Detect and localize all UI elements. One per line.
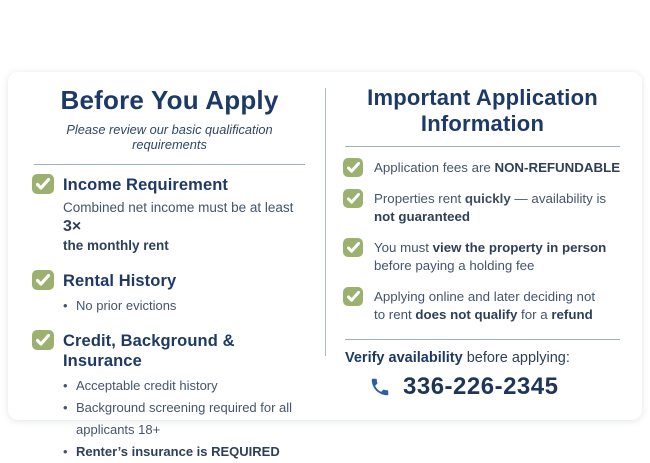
phone-row [369,373,622,401]
credit-bullets [63,375,307,463]
bullet-item: • Background screening required for all applicants 18+ [63,397,307,441]
bullet-item: • Renter’s insurance is REQUIRED [63,441,307,463]
before-you-apply-section [8,72,325,459]
right-title: Important Application Information [367,85,598,136]
fees-item [343,158,622,178]
checkmark-icon [343,158,363,177]
important-application-info-section [325,72,642,420]
right-divider-bottom [345,339,620,340]
phone-number: 336-226-2345 [403,372,559,400]
application-info-card [8,72,642,459]
left-subtitle: Please review our basic qualification requirements [66,122,273,152]
bullet-item: • Acceptable credit history [63,375,307,397]
item-text: Properties rent quickly — availability is not guaranteed [374,190,607,224]
phone-icon [369,376,391,398]
item-heading: Credit, Background & Insurance [63,332,235,370]
view-property-item [343,238,622,276]
left-title: Before You Apply [60,85,279,115]
item-heading: Rental History [63,272,177,290]
refund-item [343,287,622,325]
right-divider-top [345,146,620,147]
bullet-item: • No prior evictions [63,295,307,317]
item-body-line: Combined net income must be at least 3× [63,200,294,235]
credit-background-insurance-item [32,330,307,371]
rental-history-bullets [63,295,307,317]
item-heading: Income Requirement [63,176,229,194]
verify-availability-text: Verify availability before applying: [345,349,570,366]
item-body-line: the monthly rent [63,238,169,253]
item-text: Applying online and later deciding not to rent does not qualify for a refund [374,288,596,322]
checkmark-icon [32,270,54,290]
availability-item [343,189,622,227]
checkmark-icon [32,174,54,194]
income-requirement-item [32,174,307,195]
checkmark-icon [32,330,54,350]
checkmark-icon [343,287,363,306]
item-text: You must view the property in person before paying a holding fee [374,239,607,273]
item-text: Application fees are NON-REFUNDABLE [374,160,621,175]
checkmark-icon [343,189,363,208]
column-divider [325,88,326,356]
checkmark-icon [343,238,363,257]
rental-history-item [32,270,307,291]
left-divider [34,164,305,165]
